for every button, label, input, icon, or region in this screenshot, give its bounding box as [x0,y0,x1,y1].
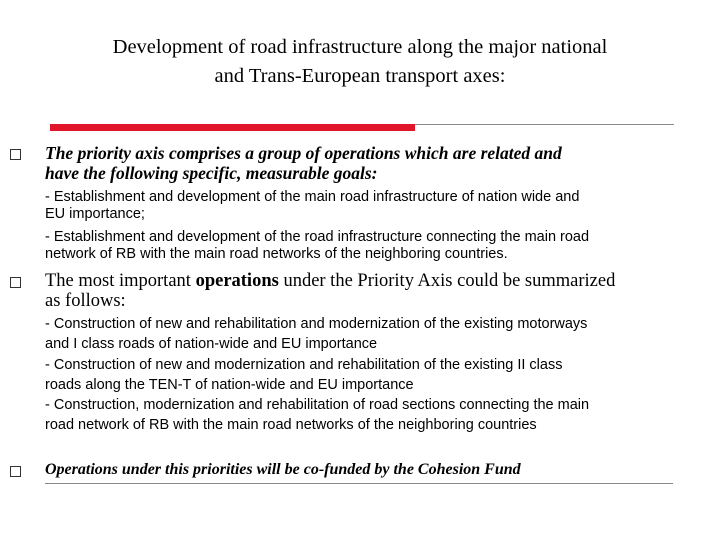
bullet-2-sub-line-5: - Construction, modernization and rehabilitation of road sections connecting the main [45,397,590,414]
square-bullet-icon [10,466,21,477]
bullet-1-line-1: The priority axis comprises a group of operations which are related and [45,143,562,163]
slide-title [20,33,700,91]
bullet-2-emphasis: operations [195,271,279,291]
bullet-3-text: Operations under this priorities will be co-funded by the Cohesion Fund [45,461,521,478]
bullet-1-sublist [45,189,705,263]
bullet-2-sub-line-3: - Construction of new and modernization and rehabilitation of the existing II class [45,356,563,373]
title-line-1: Development of road infrastructure along the major national [112,36,608,58]
bullet-2-line-1-end: under the Priority Axis could be summarized [278,271,616,291]
bullet-2-sub-line-4: roads along the TEN-T of nation-wide and EU importance [45,376,414,393]
bullet-1-sub-line-4: network of RB with the main road networks of the neighboring countries. [45,246,508,262]
bullet-2-sub-line-2: and I class roads of nation-wide and EU importance [45,336,378,353]
bullet-1-sub-line-3: - Establishment and development of the road infrastructure connecting the main road [45,229,590,245]
bullet-1-line-2: have the following specific, measurable goals: [45,163,378,183]
title-accent-bar [50,124,415,131]
square-bullet-icon [10,277,21,288]
bullet-1-sub-line-1: - Establishment and development of the main road infrastructure of nation wide and [45,189,580,205]
bullet-2-line-1 [45,271,705,291]
title-line-2: and Trans-European transport axes: [214,65,506,87]
square-bullet-icon [10,149,21,160]
bottom-divider-line [45,483,673,484]
bullet-2-sub-line-6: road network of RB with the main road networks of the neighboring countries [45,417,537,434]
bullet-2-line-1-start: The most important [45,271,196,291]
bullet-2-sub-line-1: - Construction of new and rehabilitation and modernization of the existing motorways [45,316,588,332]
bullet-1-text [45,143,705,183]
bullet-1-sub-line-2: EU importance; [45,206,145,222]
bullet-2-sublist [45,314,705,436]
bullet-2-line-2: as follows: [45,291,126,311]
bullet-2-text [45,271,705,311]
